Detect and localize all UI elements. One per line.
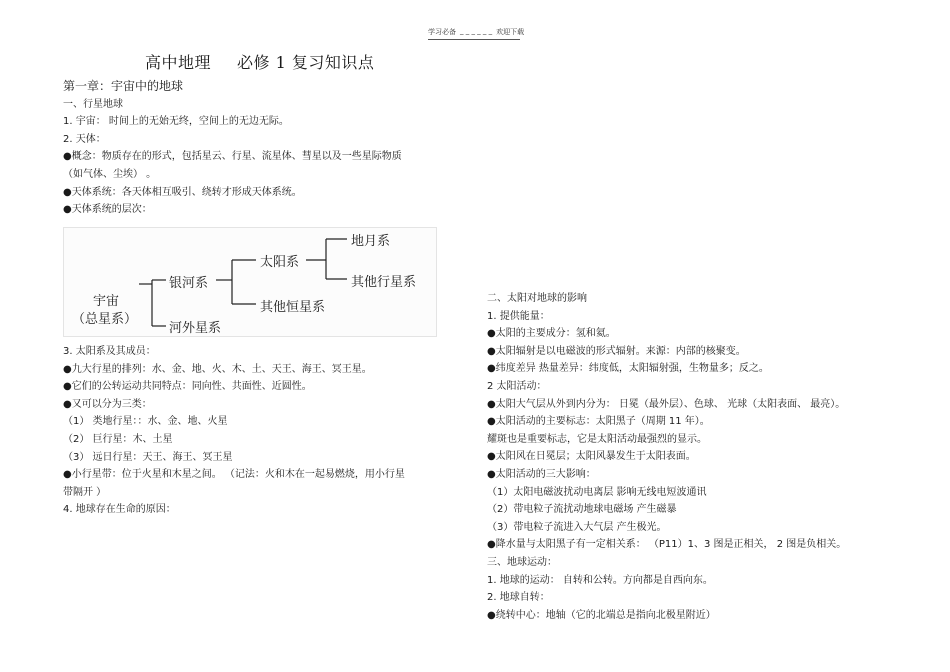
text-line: （3） 远日行星：天王、海王、冥王星 [63, 451, 233, 463]
celestial-hierarchy-diagram [63, 227, 437, 337]
text-line: 3. 太阳系及其成员： [63, 346, 156, 357]
header-right: 欢迎下载 [496, 28, 525, 36]
text-line: ●纬度差异 热量差异：纬度低，太阳辐射强，生物量多；反之。 [487, 363, 769, 375]
text-line: （2） 巨行星：木、土星 [63, 433, 173, 445]
right-column [487, 290, 927, 624]
page-title [145, 50, 400, 73]
text-line: ●九大行星的排列：水、金、地、火、木、土、天王、海王、冥王星。 [63, 363, 372, 375]
text-line: ●绕转中心：地轴（它的北端总是指向北极星附近） [487, 609, 716, 621]
section-heading: 三、地球运动： [487, 556, 557, 568]
diagram-earth-moon: 地月系 [351, 234, 391, 249]
diagram-other-planet-systems: 其他行星系 [351, 275, 417, 290]
text-line: 1. 宇宙： 时间上的无始无终，空间上的无边无际。 [63, 116, 289, 128]
text-line: ●天体系统的层次： [63, 204, 152, 216]
text-line: ●太阳大气层从外到内分为： 日冕（最外层）、色球、 光球（太阳表面、 最亮）。 [487, 398, 846, 410]
title-part1: 高中地理 [145, 53, 212, 72]
text-line: ●天体系统：各天体相互吸引、绕转才形成天体系统。 [63, 186, 302, 198]
section-heading: 二、太阳对地球的影响 [487, 293, 587, 304]
header-dashes: _ _ _ _ _ _ [460, 27, 493, 35]
left-column [63, 78, 453, 219]
text-line: 4. 地球存在生命的原因： [63, 504, 176, 516]
text-line: 2. 地球自转： [487, 592, 550, 604]
text-line: ●小行星带：位于火星和木星之间。 （记法：火和木在一起易燃烧，用小行星 [63, 469, 405, 481]
text-line: （3）带电粒子流进入大气层 产生极光。 [487, 521, 667, 533]
text-line: 一、行星地球 [63, 98, 123, 110]
diagram-other-star-systems: 其他恒星系 [260, 300, 326, 315]
diagram-milky-way: 银河系 [169, 276, 209, 291]
text-line: 耀斑也是重要标志，它是太阳活动最强烈的显示。 [487, 433, 707, 445]
text-line: 2 太阳活动： [487, 380, 547, 392]
diagram-universe: 宇宙 [93, 294, 120, 309]
title-part2: 必修 1 复习知识点 [237, 53, 375, 72]
text-line: 带隔开 ） [63, 486, 107, 498]
text-line: （1）太阳电磁波扰动电离层 影响无线电短波通讯 [487, 486, 707, 498]
solar-system-section [63, 343, 463, 519]
text-line: ●又可以分为三类： [63, 398, 152, 410]
text-line: ●概念：物质存在的形式，包括星云、行星、流星体、彗星以及一些星际物质 [63, 151, 402, 163]
text-line: 1. 提供能量： [487, 310, 550, 322]
text-line: ●降水量与太阳黑子有一定相关系： （P11）1、3 图是正相关， 2 图是负相关。 [487, 539, 847, 551]
text-line: ●太阳的主要成分：氢和氦。 [487, 328, 616, 340]
text-line: 2. 天体： [63, 133, 106, 145]
chapter-heading: 第一章：宇宙中的地球 [63, 79, 184, 93]
header-left: 学习必备 [428, 28, 456, 36]
text-line: ●太阳风在日冕层；太阳风暴发生于太阳表面。 [487, 451, 696, 463]
text-line: 1. 地球的运动： 自转和公转。方向都是自西向东。 [487, 574, 713, 586]
text-line: ●太阳活动的主要标志：太阳黑子（周期 11 年）。 [487, 416, 710, 428]
text-line: （2）带电粒子流扰动地球电磁场 产生磁暴 [487, 504, 677, 516]
text-line: ●太阳活动的三大影响： [487, 468, 596, 480]
text-line: ●它们的公转运动共同特点：同向性、共面性、近圆性。 [63, 381, 312, 393]
page-header [428, 27, 525, 40]
text-line: ●太阳辐射是以电磁波的形式辐射。来源：内部的核聚变。 [487, 345, 746, 357]
diagram-solar-system: 太阳系 [260, 255, 300, 270]
text-line: （1） 类地行星：：水、金、地、火星 [63, 416, 228, 428]
diagram-universe-sub: （总星系） [72, 312, 138, 327]
text-line: （如气体、尘埃） 。 [63, 168, 157, 180]
diagram-other-galaxies: 河外星系 [169, 321, 222, 336]
